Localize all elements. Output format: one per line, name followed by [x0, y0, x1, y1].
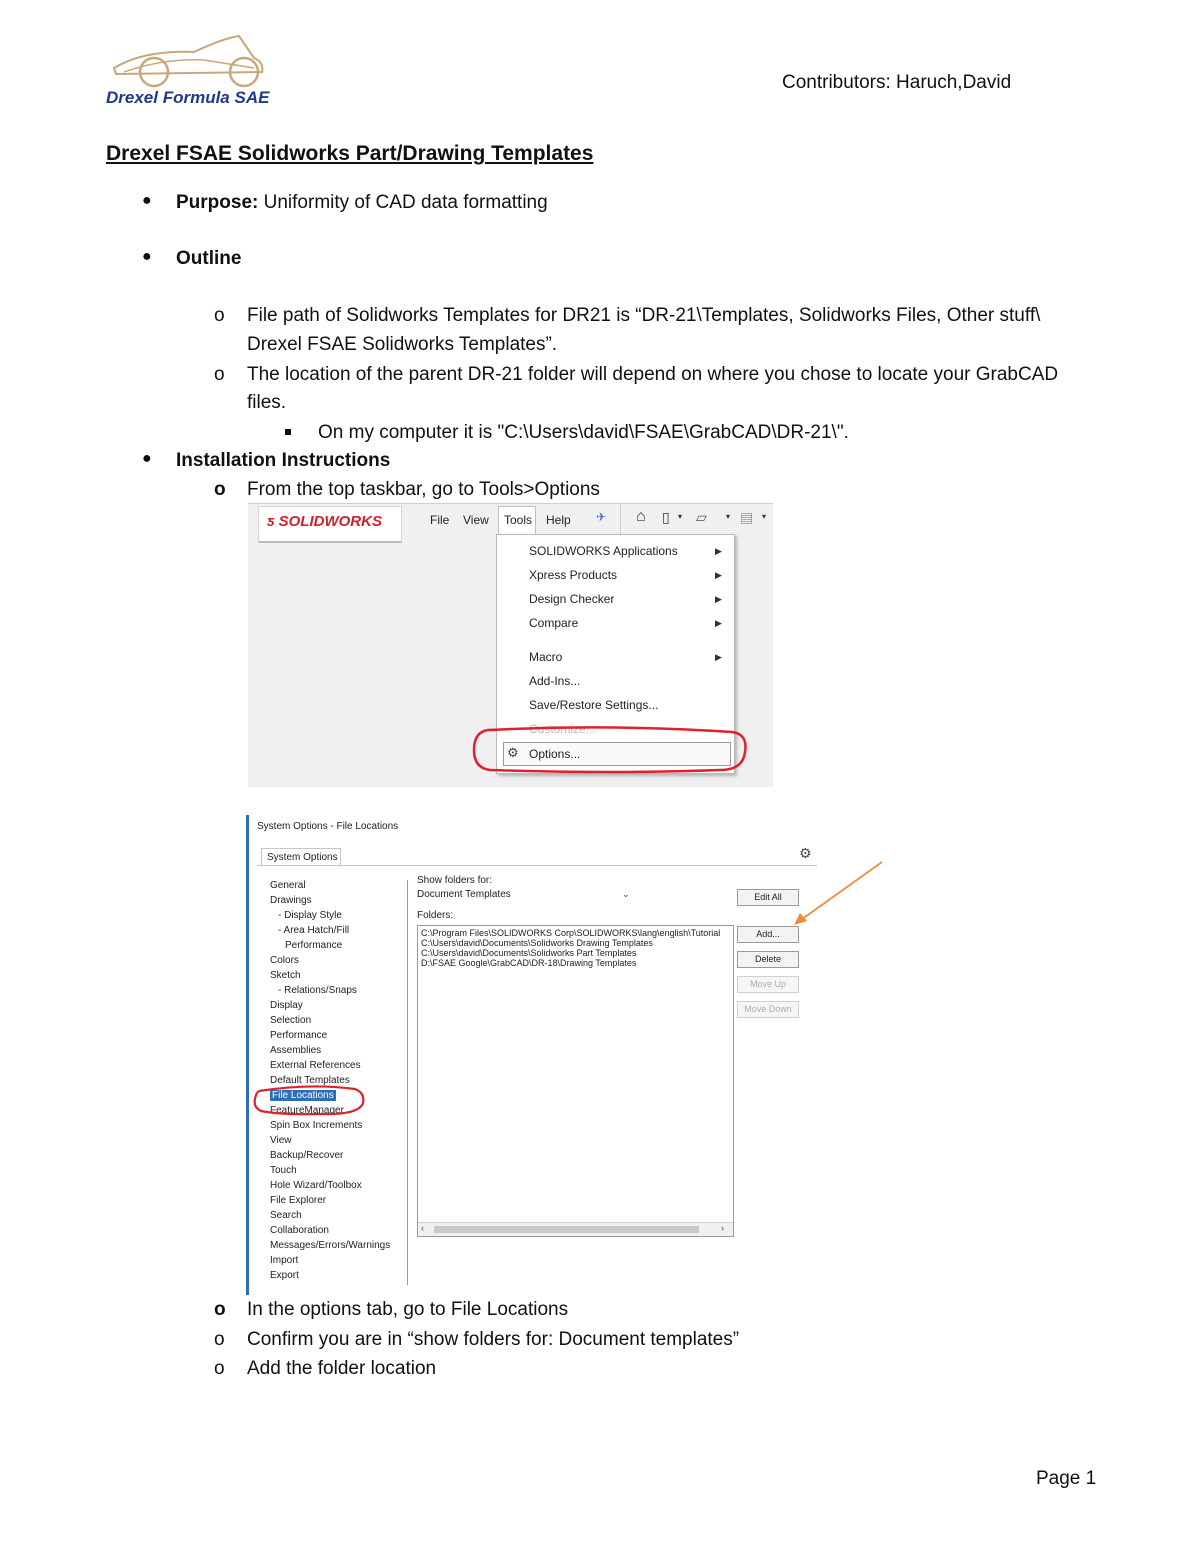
- menu-tools[interactable]: Tools: [504, 513, 533, 527]
- submenu-arrow-icon: ▶: [715, 618, 722, 628]
- solidworks-logo: ƽ SOLIDWORKS: [267, 513, 382, 530]
- submenu-arrow-icon: ▶: [715, 546, 722, 556]
- tree-item[interactable]: Drawings: [270, 895, 312, 906]
- add-button[interactable]: Add...: [737, 926, 799, 943]
- chevron-down-icon: ⌄: [622, 889, 630, 899]
- circle-bullet-icon: o: [214, 1299, 226, 1320]
- bullet-icon: ●: [142, 450, 152, 467]
- outline-sub-item: On my computer it is "C:\Users\david\FSAE\GrabCAD\DR-21\".: [318, 422, 849, 443]
- scroll-right-icon[interactable]: ›: [721, 1223, 724, 1233]
- submenu-arrow-icon: ▶: [715, 652, 722, 662]
- menu-item-macro[interactable]: Macro: [529, 650, 563, 664]
- window-title: System Options - File Locations: [257, 821, 399, 832]
- open-folder-icon[interactable]: ▱: [696, 509, 707, 525]
- tree-item[interactable]: Collaboration: [270, 1225, 329, 1236]
- folder-path[interactable]: C:\Users\david\Documents\Solidworks Drawing Templates: [421, 938, 653, 948]
- tree-item[interactable]: - Relations/Snaps: [278, 985, 357, 996]
- outline-item-2-line1: The location of the parent DR-21 folder will depend on where you chose to locate your GrabCAD: [247, 364, 1059, 385]
- file-locations-highlight-circle: [251, 1083, 367, 1119]
- show-folders-select[interactable]: [417, 889, 632, 904]
- menu-item-save-restore-settings[interactable]: Save/Restore Settings...: [529, 698, 659, 712]
- solidworks-logo-box: [258, 506, 402, 543]
- menu-item-design-checker[interactable]: Design Checker: [529, 592, 615, 606]
- tree-item[interactable]: Export: [270, 1270, 299, 1281]
- circle-bullet-icon: o: [214, 364, 225, 385]
- chevron-down-icon[interactable]: ▾: [678, 512, 683, 521]
- horizontal-scrollbar[interactable]: [418, 1222, 733, 1236]
- purpose-label: Purpose:: [176, 192, 259, 213]
- contributors: Contributors: Haruch,David: [782, 72, 1012, 93]
- menu-view[interactable]: View: [463, 513, 489, 527]
- folder-path[interactable]: D:\FSAE Google\GrabCAD\DR-18\Drawing Templates: [421, 958, 637, 968]
- tree-item[interactable]: Hole Wizard/Toolbox: [270, 1180, 362, 1191]
- menu-item-add-ins[interactable]: Add-Ins...: [529, 674, 581, 688]
- submenu-arrow-icon: ▶: [715, 570, 722, 580]
- tree-item[interactable]: File Explorer: [270, 1195, 327, 1206]
- tree-item[interactable]: Display: [270, 1000, 303, 1011]
- system-options-tab[interactable]: [261, 848, 341, 866]
- tree-item-file-locations-selected[interactable]: File Locations: [272, 1090, 334, 1101]
- gear-icon: ⚙: [507, 745, 519, 760]
- chevron-down-icon[interactable]: ▾: [726, 512, 731, 521]
- tree-item[interactable]: Performance: [285, 940, 343, 951]
- menu-item-customize: Customize...: [529, 722, 596, 736]
- purpose-line: [176, 188, 548, 217]
- home-icon[interactable]: ⌂: [636, 508, 646, 525]
- tree-item[interactable]: Performance: [270, 1030, 328, 1041]
- scrollbar-thumb[interactable]: [434, 1226, 699, 1233]
- tree-item[interactable]: Messages/Errors/Warnings: [270, 1240, 391, 1251]
- ds-icon: ƽ: [267, 513, 279, 530]
- submenu-arrow-icon: ▶: [715, 594, 722, 604]
- scroll-left-icon[interactable]: ‹: [421, 1223, 424, 1233]
- install-label: Installation Instructions: [176, 450, 391, 471]
- new-document-icon[interactable]: ▯: [662, 509, 670, 525]
- install-step-2: In the options tab, go to File Locations: [247, 1299, 569, 1320]
- circle-bullet-icon: o: [214, 1329, 225, 1350]
- folders-list[interactable]: [417, 925, 734, 1237]
- tree-item[interactable]: View: [270, 1135, 292, 1146]
- circle-bullet-icon: o: [214, 479, 226, 500]
- tree-item[interactable]: Search: [270, 1210, 302, 1221]
- outline-label: Outline: [176, 248, 242, 269]
- folders-label: Folders:: [417, 910, 454, 921]
- document-title: Drexel FSAE Solidworks Part/Drawing Templates: [106, 142, 594, 165]
- bullet-icon: ●: [142, 248, 152, 265]
- menu-file[interactable]: File: [430, 513, 450, 527]
- gear-icon[interactable]: ⚙: [799, 845, 812, 861]
- logo-text: Drexel Formula SAE: [106, 88, 270, 107]
- tab-divider: [257, 865, 817, 866]
- install-step-4: Add the folder location: [247, 1358, 437, 1379]
- purpose-text: Uniformity of CAD data formatting: [263, 192, 548, 213]
- tree-item[interactable]: External References: [270, 1060, 361, 1071]
- menu-help[interactable]: Help: [546, 513, 571, 527]
- edit-all-button[interactable]: Edit All: [737, 889, 799, 906]
- install-step-3: Confirm you are in “show folders for: Document templates”: [247, 1329, 740, 1350]
- tree-item[interactable]: Import: [270, 1255, 299, 1266]
- system-options-tab-label: System Options: [267, 852, 338, 863]
- square-bullet-icon: [285, 429, 291, 435]
- outline-item-1-line1: File path of Solidworks Templates for DR21 is “DR-21\Templates, Solidworks Files, Other stuff\: [247, 305, 1041, 326]
- arrow-icon: [790, 858, 886, 928]
- menu-item-compare[interactable]: Compare: [529, 616, 579, 630]
- page-number: Page 1: [1036, 1468, 1097, 1489]
- folder-path[interactable]: C:\Program Files\SOLIDWORKS Corp\SOLIDWORKS\lang\english\Tutorial: [421, 928, 721, 938]
- tree-item[interactable]: Backup/Recover: [270, 1150, 344, 1161]
- tree-item[interactable]: - Display Style: [278, 910, 342, 921]
- delete-button[interactable]: Delete: [737, 951, 799, 968]
- tree-item[interactable]: Spin Box Increments: [270, 1120, 363, 1131]
- tree-item[interactable]: Default Templates: [270, 1075, 350, 1086]
- tree-item[interactable]: Sketch: [270, 970, 301, 981]
- save-icon[interactable]: ▤: [740, 509, 754, 525]
- outline-item-1-line2: Drexel FSAE Solidworks Templates”.: [247, 334, 558, 355]
- move-up-button: Move Up: [737, 976, 799, 993]
- toolbar-divider: [620, 504, 621, 534]
- tree-item[interactable]: Assemblies: [270, 1045, 322, 1056]
- tree-item[interactable]: General: [270, 880, 306, 891]
- tree-item[interactable]: FeatureManager: [270, 1105, 344, 1116]
- circle-bullet-icon: o: [214, 1358, 225, 1379]
- tree-item[interactable]: Selection: [270, 1015, 312, 1026]
- circle-bullet-icon: o: [214, 305, 225, 326]
- pin-icon[interactable]: ✈: [596, 510, 607, 524]
- options-highlight-circle: [470, 724, 752, 776]
- install-step-1: From the top taskbar, go to Tools>Options: [247, 479, 600, 500]
- tools-menu-screenshot: [248, 503, 773, 787]
- file-locations-screenshot: [246, 815, 819, 1295]
- menu-item-solidworks-applications[interactable]: SOLIDWORKS Applications: [529, 544, 678, 558]
- tree-item[interactable]: - Area Hatch/Fill: [278, 925, 350, 936]
- outline-item-2-line2: files.: [247, 392, 287, 413]
- bullet-icon: ●: [142, 192, 152, 209]
- menu-item-options[interactable]: Options...: [529, 747, 581, 761]
- menu-item-xpress-products[interactable]: Xpress Products: [529, 568, 618, 582]
- move-down-button: Move Down: [737, 1001, 799, 1018]
- show-folders-label: Show folders for:: [417, 875, 493, 886]
- folder-path[interactable]: C:\Users\david\Documents\Solidworks Part Templates: [421, 948, 637, 958]
- show-folders-value: Document Templates: [417, 889, 511, 900]
- chevron-down-icon[interactable]: ▾: [762, 512, 767, 521]
- tree-item[interactable]: Touch: [270, 1165, 297, 1176]
- tree-item[interactable]: Colors: [270, 955, 299, 966]
